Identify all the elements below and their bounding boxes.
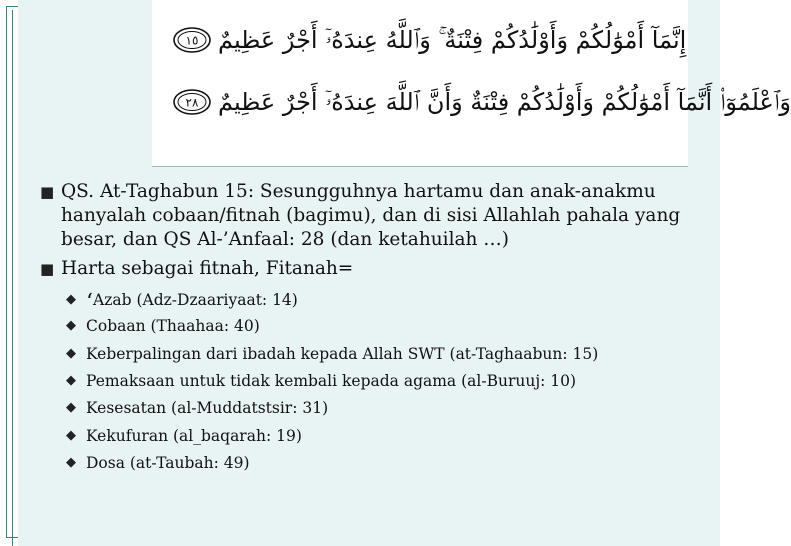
sub-list-item-label: Azab (Adz-Dzaariyaat: 14) <box>93 291 298 309</box>
sub-list-item <box>40 453 730 473</box>
diamond-bullet-icon: ◆ <box>66 427 76 443</box>
slide-content <box>18 0 791 546</box>
sub-list-item-text <box>86 290 298 315</box>
sub-list-item <box>40 398 730 418</box>
verse-number: ٢٨ <box>185 95 199 110</box>
list-item-text: QS. At-Taghabun 15: Sesungguhnya hartamu dan anak-anakmu hanyalah cobaan/fitnah (bagimu), dan di sisi Allahlah pahala yang besar, dan QS Al-’Anfaal: 28 (dan ketahuilah …) <box>61 181 681 250</box>
open-quote: ‘ <box>86 290 93 315</box>
square-bullet-icon: ■ <box>40 260 55 278</box>
verse-number-marker-icon <box>172 88 212 116</box>
list-item-text: Harta sebagai fitnah, Fitanah= <box>61 258 354 279</box>
verse-number-marker-icon <box>172 26 212 54</box>
sub-list-item <box>40 344 730 364</box>
diamond-bullet-icon: ◆ <box>66 345 76 361</box>
verse-arabic-text: إِنَّمَآ أَمْوَٰلُكُمْ وَأَوْلَٰدُكُمْ فِتْنَةٌ ۚ وَٱللَّهُ عِندَهُۥٓ أَجْرٌ عَظِيمٌ <box>218 26 687 54</box>
sub-list-item <box>40 290 730 315</box>
diamond-bullet-icon: ◆ <box>66 400 76 416</box>
sub-list-item-text: Keberpalingan dari ibadah kepada Allah SWT (at-Taghaabun: 15) <box>86 344 599 363</box>
diamond-bullet-icon: ◆ <box>66 318 76 334</box>
sub-list-item-text: Cobaan (Thaahaa: 40) <box>86 317 260 336</box>
sub-list-item-text: Kekufuran (al_baqarah: 19) <box>86 426 302 445</box>
sub-list-item <box>40 371 730 391</box>
diamond-bullet-icon: ◆ <box>66 372 76 388</box>
sub-list-item <box>40 426 730 446</box>
sub-list-item-text: Kesesatan (al-Muddatstsir: 31) <box>86 399 329 418</box>
quran-verse-image <box>152 0 791 167</box>
list-item <box>40 257 730 281</box>
sub-list-item-text: Dosa (at-Taubah: 49) <box>86 454 250 473</box>
verse-al-anfaal-28 <box>172 80 791 124</box>
verse-arabic-text: وَٱعْلَمُوٓا۟ أَنَّمَآ أَمْوَٰلُكُمْ وَأَوْلَٰدُكُمْ فِتْنَةٌ وَأَنَّ ٱللَّهَ عِندَهُۥٓ أَجْرٌ عَظِيمٌ <box>218 88 791 116</box>
diamond-bullet-icon: ◆ <box>66 455 76 471</box>
verse-at-taghabun-15 <box>172 18 687 62</box>
list-item <box>40 180 730 252</box>
bullet-list <box>40 180 730 481</box>
verse-number: ١٥ <box>185 33 199 48</box>
sub-list-item-text: Pemaksaan untuk tidak kembali kepada agama (al-Buruuj: 10) <box>86 371 577 390</box>
sub-list-item <box>40 316 730 336</box>
diamond-bullet-icon: ◆ <box>66 292 76 307</box>
square-bullet-icon: ■ <box>40 183 55 201</box>
